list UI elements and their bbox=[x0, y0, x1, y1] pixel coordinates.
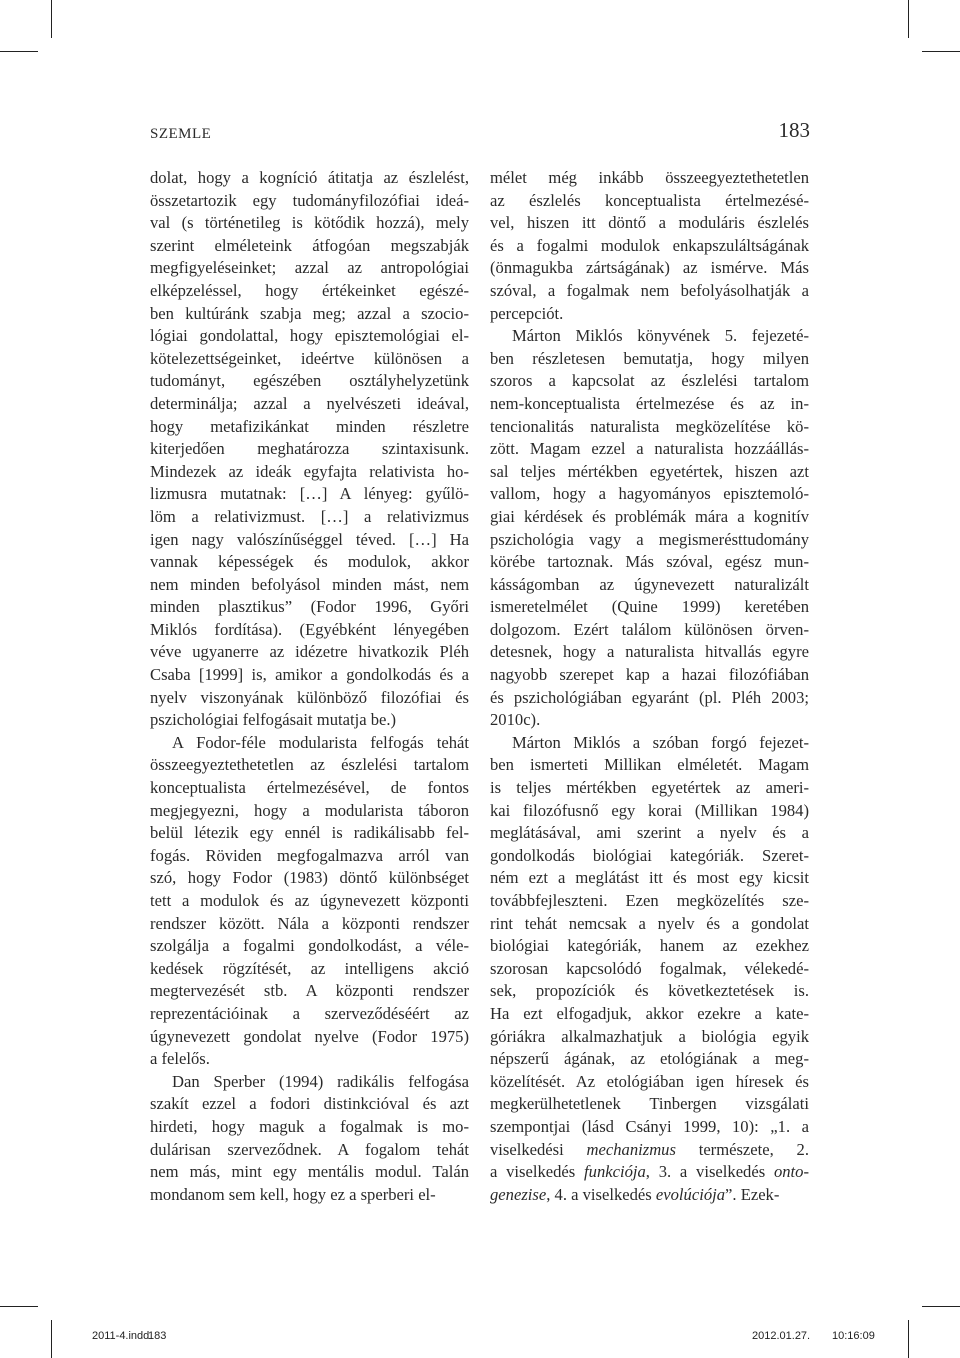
text-line: elképzeléssel, hogy értékeinket egészé- bbox=[150, 280, 469, 300]
text-line: nem-konceptualista értelmezése és az in- bbox=[490, 393, 809, 413]
text-line: és a fogalmi modulok enkapszuláltságának bbox=[490, 235, 809, 255]
text-line: rendszer között. Nála a központi rendszer bbox=[150, 913, 469, 933]
page-header bbox=[150, 118, 810, 150]
text-line: ben kultúránk szabja meg; azzal a szocio- bbox=[150, 303, 469, 323]
text-line: minden plasztikus” (Fodor 1996, Győri bbox=[150, 597, 469, 617]
text-line: dulárisan szerveződnek. A fogalom tehát bbox=[150, 1139, 469, 1159]
text-line: Ha ezt elfogadjuk, akkor ezekre a kate- bbox=[490, 1003, 809, 1023]
text-line: népszerű ágának, az etológiának a meg- bbox=[490, 1049, 809, 1069]
crop-mark bbox=[51, 0, 52, 38]
crop-mark bbox=[922, 1306, 960, 1307]
text-line: ismeretelmélet (Quine 1999) keretében bbox=[490, 597, 809, 617]
text-line: kásságomban az úgynevezett naturalizált bbox=[490, 574, 809, 594]
print-footer bbox=[0, 1330, 960, 1350]
crop-mark bbox=[0, 51, 38, 52]
text-line: meglátásával, ami szerint a nyelv és a bbox=[490, 823, 809, 843]
text-line: vallom, hogy a hagyományos episztemoló- bbox=[490, 484, 809, 504]
text-line: determinálja; azzal a nyelvészeti ideával, bbox=[150, 393, 469, 413]
text-line: reprezentációinak a szerveződéséért az bbox=[150, 1003, 469, 1023]
text-line: dolgozom. Ezért találom különösen örven- bbox=[490, 619, 809, 639]
text-line: szempontjai (lásd Csányi 1999, 10): „1. a bbox=[490, 1116, 809, 1136]
text-line: nagyobb szerepet kap a hazai filozófiában bbox=[490, 665, 809, 685]
text-line: genezise, 4. a viselkedés evolúciója”. Ezek- bbox=[490, 1184, 780, 1204]
text-line: 2010c). bbox=[490, 710, 541, 730]
text-line: nem minden befolyásol minden mást, nem bbox=[150, 574, 469, 594]
text-line: A Fodor-féle modularista felfogás tehát bbox=[172, 732, 469, 752]
footer-file: 2011-4.indd bbox=[92, 1330, 150, 1342]
text-line: percepciót. bbox=[490, 303, 564, 323]
text-line: sal teljes mértékben egyetértek, hiszen azt bbox=[490, 461, 809, 481]
text-line: Dan Sperber (1994) radikális felfogása bbox=[172, 1071, 469, 1091]
text-line: ném ezt a meglátást itt és most egy kicsit bbox=[490, 868, 809, 888]
text-line: sek, propozíciók és következtetések is. bbox=[490, 981, 809, 1001]
text-line: lizmusra mutatnak: […] A lényeg: gyűlö- bbox=[150, 484, 469, 504]
text-line: nem más, mint egy mentális modul. Talán bbox=[150, 1162, 469, 1182]
text-line: szó, hogy Fodor (1983) döntő különbséget bbox=[150, 868, 469, 888]
text-line: vel, hiszen itt döntő a moduláris észlelés bbox=[490, 213, 809, 233]
text-line: szoros a kapcsolat az észlelési tartalom bbox=[490, 371, 809, 391]
text-line: Csaba [1999] is, amikor a gondolkodás és a bbox=[150, 665, 469, 685]
text-line: megkerülhetetlenek Tinbergen vizsgálati bbox=[490, 1094, 809, 1114]
text-line: összetartozik egy tudományfilozófiai ideá- bbox=[150, 190, 469, 210]
emphasis: evolúciója bbox=[655, 1184, 726, 1204]
text-line: úgynevezett gondolat nyelve (Fodor 1975) bbox=[150, 1026, 469, 1046]
text-line: biológiai kategóriák, hanem az ezekhez bbox=[490, 936, 809, 956]
emphasis: mechanizmus bbox=[586, 1139, 676, 1159]
left-column bbox=[150, 167, 469, 1206]
text-line: szolgálja a fogalmi gondolkodást, a véle- bbox=[150, 936, 469, 956]
crop-mark bbox=[908, 0, 909, 38]
text-line: dolat, hogy a kogníció átitatja az észlelést, bbox=[150, 168, 469, 187]
text-line: szóval, a fogalmak nem befolyásolhatják a bbox=[490, 280, 809, 300]
text-line: a viselkedés funkciója, 3. a viselkedés onto- bbox=[490, 1162, 809, 1182]
text-line: körébe tartoznak. Más szóval, egész mun- bbox=[490, 552, 809, 572]
text-line: pszichológiai felfogásait mutatja be.) bbox=[150, 710, 397, 730]
footer-page: 183 bbox=[148, 1330, 167, 1342]
text-line: mélet még inkább összeegyeztethetetlen bbox=[490, 168, 809, 187]
text-line: közelítését. Az etológiában igen híresek és bbox=[490, 1071, 809, 1091]
crop-mark bbox=[0, 1306, 38, 1307]
text-line: konceptualista értelmezésével, de fontos bbox=[150, 778, 469, 798]
text-line: szakít ezzel a fodori distinkcióval és azt bbox=[150, 1094, 469, 1114]
text-line: löm a relativizmust. […] a relativizmus bbox=[150, 506, 469, 526]
text-line: tett a modulok és az úgynevezett központi bbox=[150, 891, 469, 910]
text-line: ben ismerteti Millikan elméletét. Magam bbox=[490, 755, 809, 775]
text-line: kötelezettségeinket, ideértve különösen a bbox=[150, 348, 469, 368]
text-line: Márton Miklós könyvének 5. fejezeté- bbox=[512, 326, 809, 346]
text-line: (önmagukba zártságának) az ismérve. Más bbox=[490, 258, 809, 278]
text-line: megjegyezni, hogy a modularista táboron bbox=[150, 800, 469, 820]
text-line: továbbfejleszteni. Ezen megközelítés sze- bbox=[490, 891, 809, 910]
text-line: zött. Magam ezzel a naturalista hozzáállás- bbox=[490, 439, 809, 459]
text-line: tudományt, egészében osztályhelyzetünk bbox=[150, 371, 469, 391]
text-line: vannak képességek és modulok, akkor bbox=[150, 552, 469, 572]
text-line: Mindezek az ideák egyfajta relativista ho- bbox=[150, 461, 469, 481]
emphasis: funkciója bbox=[584, 1162, 646, 1182]
text-line: detesnek, hogy a naturalista hitvallás egyre bbox=[490, 642, 809, 662]
text-line: szerint elméleteink átfogóan megszabják bbox=[150, 235, 469, 255]
text-line: viselkedési mechanizmus természete, 2. bbox=[490, 1139, 810, 1159]
text-line: kai filozófusnő egy korai (Millikan 1984) bbox=[490, 800, 809, 820]
text-line: gondolkodás biológiai kategóriák. Szeret- bbox=[490, 845, 809, 865]
text-line: a felelős. bbox=[150, 1049, 210, 1069]
text-line: megfigyeléseinket; azzal az antropológiai bbox=[150, 258, 469, 278]
running-head: SZEMLE bbox=[150, 126, 212, 142]
page-number: 183 bbox=[778, 118, 810, 142]
text-line: mondanom sem kell, hogy ez a sperberi el- bbox=[150, 1184, 436, 1204]
text-line: belül létezik egy ennél is radikálisabb fel- bbox=[150, 823, 469, 843]
emphasis: onto- bbox=[773, 1162, 809, 1182]
text-line: és pszichológiában egyaránt (pl. Pléh 2003; bbox=[490, 687, 809, 707]
text-line: tencionalitás naturalista megközelítése kö- bbox=[490, 416, 809, 436]
text-line: giai kérdések és problémák mára a kognitív bbox=[490, 506, 809, 526]
text-line: kedések rögzítését, az intelligens akció bbox=[150, 958, 469, 978]
text-line: ben részletesen bemutatja, hogy milyen bbox=[490, 348, 809, 368]
right-column bbox=[490, 167, 809, 1206]
text-line: rint tehát nemcsak a nyelv és a gondolat bbox=[490, 913, 809, 933]
text-line: Márton Miklós a szóban forgó fejezet- bbox=[512, 732, 809, 752]
text-line: hogy metafizikánkat minden részletre bbox=[150, 416, 469, 436]
text-line: góriákra alkalmazhatjuk a biológia egyik bbox=[490, 1026, 809, 1046]
emphasis: genezise bbox=[490, 1184, 547, 1204]
text-line: az észlelés konceptualista értelmezésé- bbox=[490, 190, 809, 210]
text-line: val (s történetileg is kötődik hozzá), mely bbox=[150, 213, 469, 233]
text-line: is teljes mértékben egyetértek az ameri- bbox=[490, 778, 809, 798]
text-line: megtervezését stb. A központi rendszer bbox=[150, 981, 469, 1001]
text-line: hirdeti, hogy maguk a fogalmak is mo- bbox=[150, 1116, 469, 1136]
text-line: fogás. Röviden megfogalmazva arról van bbox=[150, 845, 469, 865]
text-line: szorosan kapcsolódó fogalmak, vélekedé- bbox=[490, 958, 809, 978]
text-line: lógiai gondolattal, hogy episztemológiai el- bbox=[150, 326, 469, 346]
text-line: pszichológia vagy a megismerésttudomány bbox=[490, 529, 809, 549]
text-line: összeegyeztethetetlen az észlelési tartalom bbox=[150, 755, 469, 775]
footer-date: 2012.01.27. bbox=[752, 1330, 811, 1342]
footer-time: 10:16:09 bbox=[832, 1330, 875, 1342]
text-line: nyelv viszonyának különböző filozófiai és bbox=[150, 687, 469, 707]
crop-mark bbox=[922, 51, 960, 52]
text-line: Miklós fordítása). (Egyébként lényegében bbox=[150, 619, 469, 639]
text-line: véve ugyanerre az idézetre hivatkozik Pléh bbox=[150, 642, 469, 662]
text-line: igen nagy valószínűséggel téved. […] Ha bbox=[150, 529, 469, 549]
text-line: kiterjedően meghatározza szintaxisunk. bbox=[150, 439, 469, 459]
